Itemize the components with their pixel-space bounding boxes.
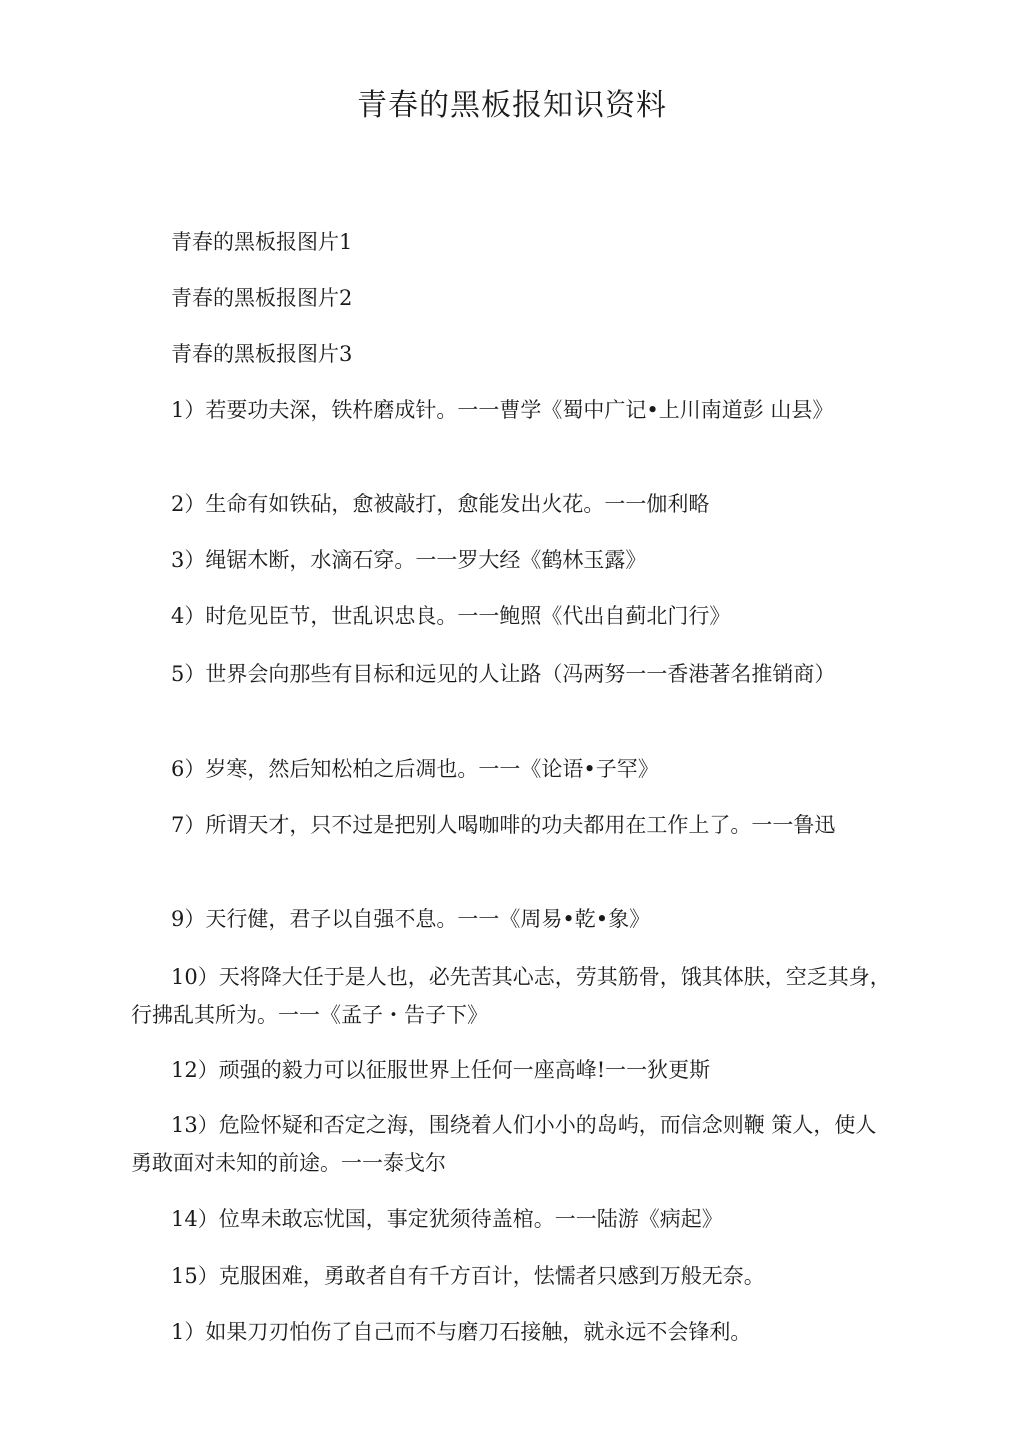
quote-paragraph: 10）天将降大任于是人也，必先苦其心志，劳其筋骨，饿其体肤，空乏其身，行拂乱其所为。一一《孟子・告子下》: [131, 965, 891, 1027]
quote-paragraph: 4）时危见臣节，世乱识忠良。一一鲍照《代出自蓟北门行》: [171, 604, 731, 628]
quote-paragraph: 9）天行健，君子以自强不息。一一《周易•乾•象》: [171, 907, 651, 931]
quote-paragraph: 5）世界会向那些有目标和远见的人让路（冯两努一一香港著名推销商）: [171, 662, 836, 686]
paragraph-image-1: 青春的黑板报图片1: [171, 230, 353, 254]
quote-paragraph: 12）顽强的毅力可以征服世界上任何一座高峰!一一狄更斯: [171, 1058, 711, 1082]
quote-paragraph: 15）克服困难，勇敢者自有千方百计，怯懦者只感到万般无奈。: [171, 1264, 765, 1288]
quote-paragraph: 1）如果刀刃怕伤了自己而不与磨刀石接触，就永远不会锋利。: [171, 1320, 752, 1344]
quote-paragraph: 6）岁寒，然后知松柏之后凋也。一一《论语•子罕》: [171, 757, 659, 781]
quote-paragraph: 14）位卑未敢忘忧国，事定犹须待盖棺。一一陆游《病起》: [171, 1207, 723, 1231]
document-title: 青春的黑板报知识资料: [357, 88, 667, 123]
paragraph-image-3: 青春的黑板报图片3: [171, 342, 353, 366]
quote-paragraph: 7）所谓天才，只不过是把别人喝咖啡的功夫都用在工作上了。一一鲁迅: [171, 813, 836, 837]
quote-paragraph: 1）若要功夫深，铁杵磨成针。一一曹学《蜀中广记•上川南道彭 山县》: [171, 398, 834, 422]
quote-paragraph: 3）绳锯木断，水滴石穿。一一罗大经《鹤林玉露》: [171, 548, 647, 572]
quote-paragraph: 2）生命有如铁砧，愈被敲打，愈能发出火花。一一伽利略: [171, 492, 710, 516]
quote-paragraph: 13）危险怀疑和否定之海，围绕着人们小小的岛屿，而信念则鞭 策人，使人勇敢面对未知的前途。一一泰戈尔: [131, 1113, 877, 1175]
paragraph-image-2: 青春的黑板报图片2: [171, 286, 353, 310]
